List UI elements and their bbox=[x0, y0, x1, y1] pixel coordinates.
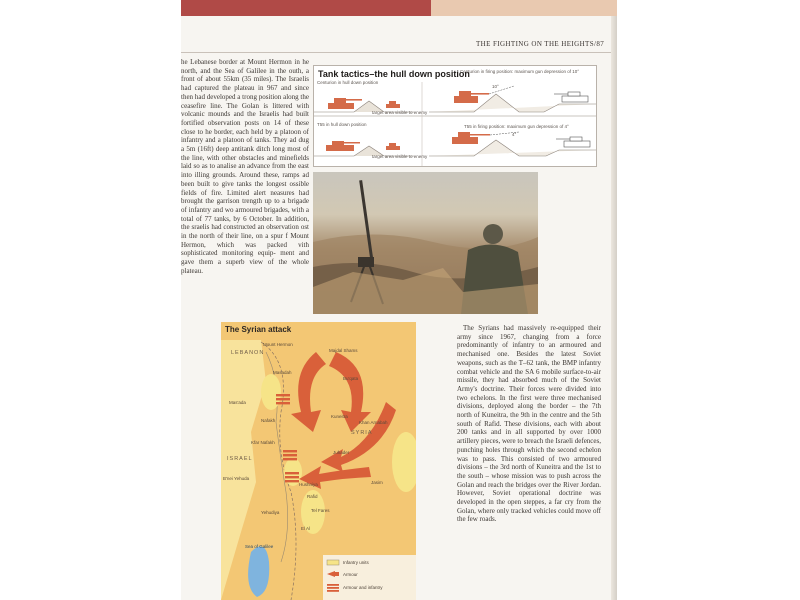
label-angle-10: 10° bbox=[492, 84, 499, 89]
place-masada: Mas'ada bbox=[229, 400, 246, 405]
label-target-area-bottom: target area visible to enemy bbox=[372, 154, 428, 159]
top-color-band-right bbox=[431, 0, 617, 16]
label-centurion-hull-down: Centurion in hull down position bbox=[317, 80, 379, 85]
place-kfar-nafakh: Kfar Nafakh bbox=[251, 440, 275, 445]
place-khan-arnabah: Khan Arnabah bbox=[359, 420, 388, 425]
region-lebanon: LEBANON bbox=[231, 350, 265, 356]
centurion-firing bbox=[454, 91, 489, 103]
photo-scene bbox=[313, 172, 538, 314]
label-t55-hull-down: T55 in hull down position bbox=[317, 122, 367, 127]
enemy-tank-top bbox=[554, 92, 588, 102]
place-hushniya: Hushniya bbox=[299, 482, 318, 487]
book-page bbox=[181, 0, 617, 600]
region-syria: SYRIA bbox=[351, 430, 373, 436]
t55-hull-down bbox=[326, 141, 360, 151]
diagram-title: Tank tactics–the hull down position bbox=[318, 69, 470, 79]
place-el-al: El Al bbox=[301, 526, 311, 531]
legend-armour-infantry: Armour and infantry bbox=[343, 585, 383, 590]
place-jasim: Jasim bbox=[371, 480, 383, 485]
t55-small bbox=[386, 143, 400, 150]
left-column-text: he Lebanese border at Mount Hermon in he north, and the Sea of Galilee in the outh, a front of about 55km (35 miles). The Israelis had captured the plateau in 967 and since then had developed a trong position along the ceasefire line. The Golan is littered with volcanic mounds and the Israelis had built fortified observation posts on 14 of these close to he border, each held by a platoon of infantry and a platoon of tanks. They ad dug a 5m (16ft) deep antitank ditch long most of the line, with other obstacles and minefields laid so as to analise an advance from the east into illing grounds. Around these, ramps ad been built to give tanks the longest ossible fields of fire. Limited alert neasures had brought the garrison trength up to a brigade of infantry and wo armoured brigades, with a total of 77 tanks, by 6 October. In addition, the sraelis had constructed an observation ost in the north of their line, on a spur f Mount Hermon, which was packed vith sophisticated monitoring equip- ment and gave them a superb view of the whole plateau. bbox=[181, 58, 309, 275]
centurion-small bbox=[386, 101, 400, 108]
place-majdal-shams: Majdal Shams bbox=[329, 348, 358, 353]
place-masadah: Masadah bbox=[273, 370, 292, 375]
syrian-attack-map bbox=[221, 322, 416, 600]
lake-label: Sea of Galilee bbox=[245, 544, 274, 549]
centurion-hull-down bbox=[328, 98, 362, 109]
t55-firing bbox=[452, 132, 490, 144]
place-juhader: Juhader bbox=[333, 450, 350, 455]
place-yehudiya: Yehudiya bbox=[261, 510, 280, 515]
map-title: The Syrian attack bbox=[225, 325, 292, 334]
label-t55-firing: T55 in firing position: maximum gun depression of 4° bbox=[464, 124, 569, 129]
header-rule bbox=[181, 52, 611, 53]
label-angle-4: 4° bbox=[512, 132, 517, 137]
place-bnei-yehuda: B'nei Yehuda bbox=[223, 476, 250, 481]
place-kuneitra: Kuneitra bbox=[331, 414, 348, 419]
place-tel-fares: Tel Fares bbox=[311, 508, 330, 513]
page-edge bbox=[611, 16, 617, 600]
place-rafid: Rafid bbox=[307, 494, 318, 499]
place-buqata: Bu'qata bbox=[343, 376, 359, 381]
label-centurion-firing: Centurion in firing position: maximum gun depression of 10° bbox=[460, 69, 580, 74]
label-target-area-top: target area visible to enemy bbox=[372, 110, 428, 115]
legend-armour: Armour bbox=[343, 572, 358, 577]
region-israel: ISRAEL bbox=[227, 456, 253, 462]
right-column-text: The Syrians had massively re-equipped their army since 1967, changing from a force predominantly of infantry to an armoured and mechanised one. Besides the latest Soviet weapons, such as the T–62 tank, the BMP infantry combat vehicle and the SA 6 mobile surface-to-air missile, they had absorbed much of the Soviet Army's doctrine. Their forces were divided into two echelons. In the first were three mechanised divisions, deployed along the border – the 7th north of Kuneitra, the 9th in the centre and the 5th south of Rafid. These divisions, each with about 200 tanks and in all supported by over 1000 artillery pieces, were to breach the Israeli defences, punching holes through which the second echelon was to pass. This consisted of two armoured divisions – the 3rd north of Kuneitra and the 1st to the south – whose mission was to push across the Golan and reach the bridges over the River Jordan. However, Soviet operational doctrine was developed in the open steppes, a far cry from the Golan, where only tracked vehicles could move off the few roads. bbox=[457, 324, 601, 524]
soldier-photograph bbox=[313, 172, 538, 314]
place-nafakh: Nafakh bbox=[261, 418, 276, 423]
running-head: THE FIGHTING ON THE HEIGHTS/87 bbox=[476, 40, 605, 48]
place-mount-hermon: Mount Hermon bbox=[263, 342, 293, 347]
legend-infantry: Infantry units bbox=[343, 560, 369, 565]
enemy-tank-bottom bbox=[556, 137, 590, 147]
hull-down-diagram bbox=[313, 65, 597, 167]
